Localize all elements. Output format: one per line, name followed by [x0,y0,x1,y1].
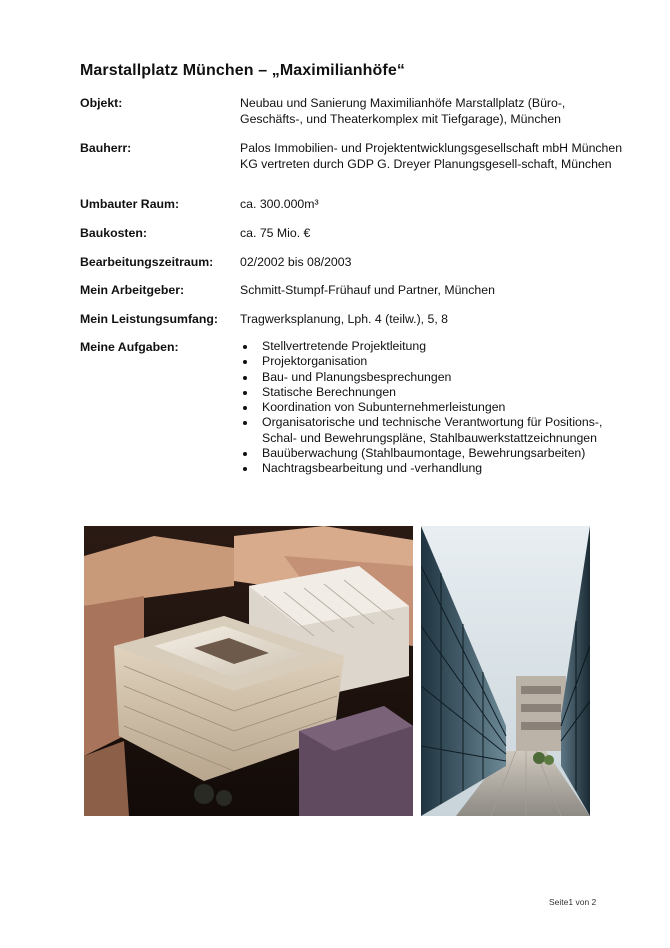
field-label: Objekt: [80,96,123,110]
field-value: Tragwerksplanung, Lph. 4 (teilw.), 5, 8 [240,312,449,326]
model-photo [84,526,413,816]
field-value: Schmitt-Stumpf-Frühauf und Partner, München [240,283,495,297]
field-value: ca. 75 Mio. € [240,226,311,240]
list-item: Bauüberwachung (Stahlbaumontage, Bewehrungsarbeiten) [240,446,630,461]
list-item: Projektorganisation [240,354,630,369]
field-value: Neubau und Sanierung Maximilianhöfe Marstallplatz (Büro-, Geschäfts-, und Theaterkomplex mit Tiefgarage), München [240,96,566,126]
list-item: Nachtragsbearbeitung und -verhandlung [240,461,630,476]
field-label: Bauherr: [80,141,132,155]
field-label: Baukosten: [80,226,147,240]
field-label: Meine Aufgaben: [80,340,179,354]
field-label: Mein Arbeitgeber: [80,283,185,297]
page-title: Marstallplatz München – „Maximilianhöfe“ [80,62,405,79]
list-item: Statische Berechnungen [240,385,630,400]
task-list [240,339,630,477]
list-item: Koordination von Subunternehmerleistungen [240,400,630,415]
list-item: Bau- und Planungsbesprechungen [240,370,630,385]
building-model-image [84,526,413,816]
field-value: Palos Immobilien- und Projektentwicklungsgesellschaft mbH München KG vertreten durch GDP G. Dreyer Planungsgesell-schaft, München [240,141,623,171]
field-value: ca. 300.000m³ [240,197,319,211]
facade-photo [421,526,590,816]
page-number: Seite1 von 2 [549,897,597,907]
list-item: Organisatorische und technische Verantwortung für Positions-, Schal- und Bewehrungspläne, Stahlbauwerkstattzeichnungen [240,415,630,446]
glass-facade-image [421,526,590,816]
list-item: Stellvertretende Projektleitung [240,339,630,354]
field-label: Mein Leistungsumfang: [80,312,218,326]
field-label: Umbauter Raum: [80,197,180,211]
field-value: 02/2002 bis 08/2003 [240,255,352,269]
field-label: Bearbeitungszeitraum: [80,255,214,269]
